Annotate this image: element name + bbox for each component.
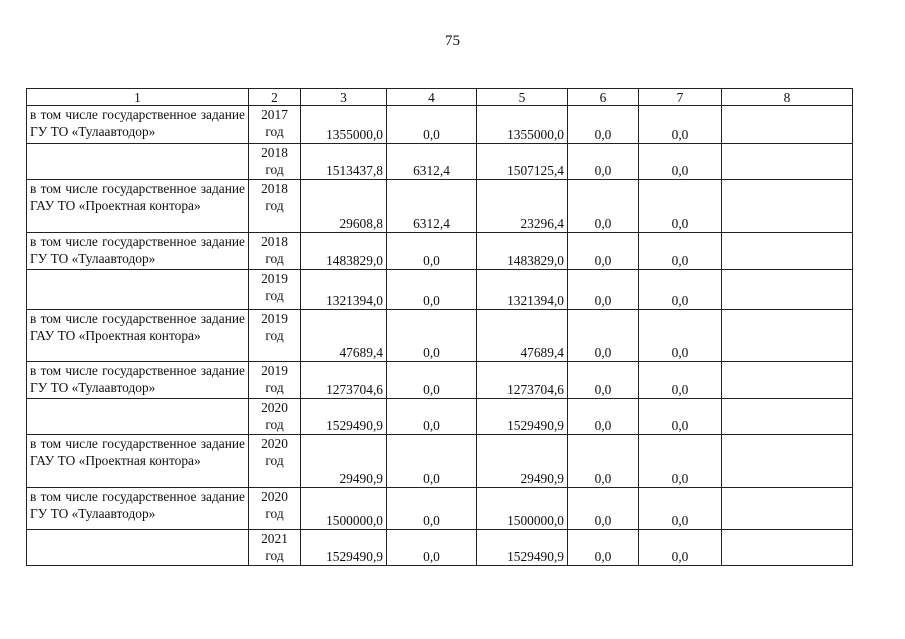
col-4-value: 0,0 [387, 488, 477, 530]
row-year [249, 362, 301, 399]
table-row [27, 144, 853, 180]
column-header: 8 [722, 89, 853, 106]
row-year [249, 270, 301, 310]
table-row [27, 310, 853, 362]
year-unit: год [265, 288, 284, 303]
table-row [27, 530, 853, 566]
table-row [27, 435, 853, 488]
year-value: 2021 [261, 531, 288, 546]
col-6-value: 0,0 [568, 399, 639, 435]
col-7-value: 0,0 [639, 435, 722, 488]
row-description [27, 270, 249, 310]
col-3-value: 47689,4 [301, 310, 387, 362]
page-number: 75 [445, 33, 460, 49]
col-6-value: 0,0 [568, 144, 639, 180]
column-header: 3 [301, 89, 387, 106]
year-unit: год [265, 251, 284, 266]
row-description: в том числе государственное задание ГУ ТО «Тулаавтодор» [27, 362, 249, 399]
col-3-value: 1355000,0 [301, 106, 387, 144]
col-3-value: 1500000,0 [301, 488, 387, 530]
column-header: 6 [568, 89, 639, 106]
col-3-value: 1513437,8 [301, 144, 387, 180]
year-unit: год [265, 380, 284, 395]
column-header: 2 [249, 89, 301, 106]
col-5-value: 1273704,6 [477, 362, 568, 399]
col-7-value: 0,0 [639, 488, 722, 530]
col-8-value [722, 270, 853, 310]
col-7-value: 0,0 [639, 310, 722, 362]
row-year [249, 233, 301, 270]
row-year [249, 144, 301, 180]
row-year [249, 180, 301, 233]
col-8-value [722, 399, 853, 435]
row-year [249, 488, 301, 530]
col-6-value: 0,0 [568, 362, 639, 399]
year-value: 2019 [261, 363, 288, 378]
year-value: 2020 [261, 400, 288, 415]
row-description [27, 144, 249, 180]
row-description: в том числе государственное задание ГАУ ТО «Проектная контора» [27, 435, 249, 488]
col-5-value: 1500000,0 [477, 488, 568, 530]
table-row [27, 106, 853, 144]
col-5-value: 1507125,4 [477, 144, 568, 180]
table-row [27, 399, 853, 435]
col-3-value: 29608,8 [301, 180, 387, 233]
col-6-value: 0,0 [568, 233, 639, 270]
col-4-value: 0,0 [387, 530, 477, 566]
year-unit: год [265, 162, 284, 177]
table-row [27, 362, 853, 399]
year-value: 2017 [261, 107, 288, 122]
col-4-value: 0,0 [387, 233, 477, 270]
budget-table [26, 88, 853, 566]
row-description: в том числе государственное задание ГУ ТО «Тулаавтодор» [27, 106, 249, 144]
col-4-value: 0,0 [387, 106, 477, 144]
table-row [27, 270, 853, 310]
year-value: 2020 [261, 436, 288, 451]
col-5-value: 1529490,9 [477, 399, 568, 435]
col-3-value: 1273704,6 [301, 362, 387, 399]
col-6-value: 0,0 [568, 488, 639, 530]
col-8-value [722, 233, 853, 270]
year-value: 2018 [261, 145, 288, 160]
col-8-value [722, 435, 853, 488]
col-4-value: 6312,4 [387, 144, 477, 180]
col-8-value [722, 530, 853, 566]
col-4-value: 0,0 [387, 310, 477, 362]
row-description: в том числе государственное задание ГАУ ТО «Проектная контора» [27, 180, 249, 233]
col-6-value: 0,0 [568, 180, 639, 233]
col-7-value: 0,0 [639, 399, 722, 435]
column-header: 5 [477, 89, 568, 106]
col-7-value: 0,0 [639, 270, 722, 310]
column-header: 4 [387, 89, 477, 106]
year-value: 2018 [261, 234, 288, 249]
col-8-value [722, 310, 853, 362]
table-row [27, 180, 853, 233]
year-unit: год [265, 548, 284, 563]
row-year [249, 106, 301, 144]
col-3-value: 1529490,9 [301, 399, 387, 435]
row-description [27, 399, 249, 435]
year-value: 2018 [261, 181, 288, 196]
col-6-value: 0,0 [568, 435, 639, 488]
year-unit: год [265, 506, 284, 521]
col-7-value: 0,0 [639, 530, 722, 566]
col-5-value: 29490,9 [477, 435, 568, 488]
col-8-value [722, 488, 853, 530]
row-year [249, 435, 301, 488]
row-description: в том числе государственное задание ГАУ ТО «Проектная контора» [27, 310, 249, 362]
row-year [249, 399, 301, 435]
year-value: 2019 [261, 271, 288, 286]
col-8-value [722, 106, 853, 144]
year-unit: год [265, 328, 284, 343]
col-6-value: 0,0 [568, 270, 639, 310]
col-5-value: 47689,4 [477, 310, 568, 362]
col-3-value: 1483829,0 [301, 233, 387, 270]
col-5-value: 1483829,0 [477, 233, 568, 270]
col-7-value: 0,0 [639, 362, 722, 399]
row-description [27, 530, 249, 566]
col-4-value: 0,0 [387, 270, 477, 310]
year-value: 2019 [261, 311, 288, 326]
col-4-value: 0,0 [387, 399, 477, 435]
year-unit: год [265, 453, 284, 468]
table-row [27, 233, 853, 270]
col-4-value: 6312,4 [387, 180, 477, 233]
col-5-value: 1321394,0 [477, 270, 568, 310]
column-header: 7 [639, 89, 722, 106]
col-5-value: 1529490,9 [477, 530, 568, 566]
col-5-value: 1355000,0 [477, 106, 568, 144]
col-7-value: 0,0 [639, 106, 722, 144]
year-value: 2020 [261, 489, 288, 504]
col-3-value: 1529490,9 [301, 530, 387, 566]
col-7-value: 0,0 [639, 144, 722, 180]
col-3-value: 1321394,0 [301, 270, 387, 310]
col-7-value: 0,0 [639, 233, 722, 270]
col-4-value: 0,0 [387, 435, 477, 488]
column-header: 1 [27, 89, 249, 106]
col-4-value: 0,0 [387, 362, 477, 399]
year-unit: год [265, 417, 284, 432]
col-6-value: 0,0 [568, 310, 639, 362]
col-8-value [722, 362, 853, 399]
row-year [249, 530, 301, 566]
col-6-value: 0,0 [568, 530, 639, 566]
col-8-value [722, 144, 853, 180]
year-unit: год [265, 198, 284, 213]
row-year [249, 310, 301, 362]
table-header-row [27, 89, 853, 106]
table-row [27, 488, 853, 530]
row-description: в том числе государственное задание ГУ ТО «Тулаавтодор» [27, 488, 249, 530]
row-description: в том числе государственное задание ГУ ТО «Тулаавтодор» [27, 233, 249, 270]
col-3-value: 29490,9 [301, 435, 387, 488]
col-7-value: 0,0 [639, 180, 722, 233]
col-8-value [722, 180, 853, 233]
col-6-value: 0,0 [568, 106, 639, 144]
year-unit: год [265, 124, 284, 139]
col-5-value: 23296,4 [477, 180, 568, 233]
